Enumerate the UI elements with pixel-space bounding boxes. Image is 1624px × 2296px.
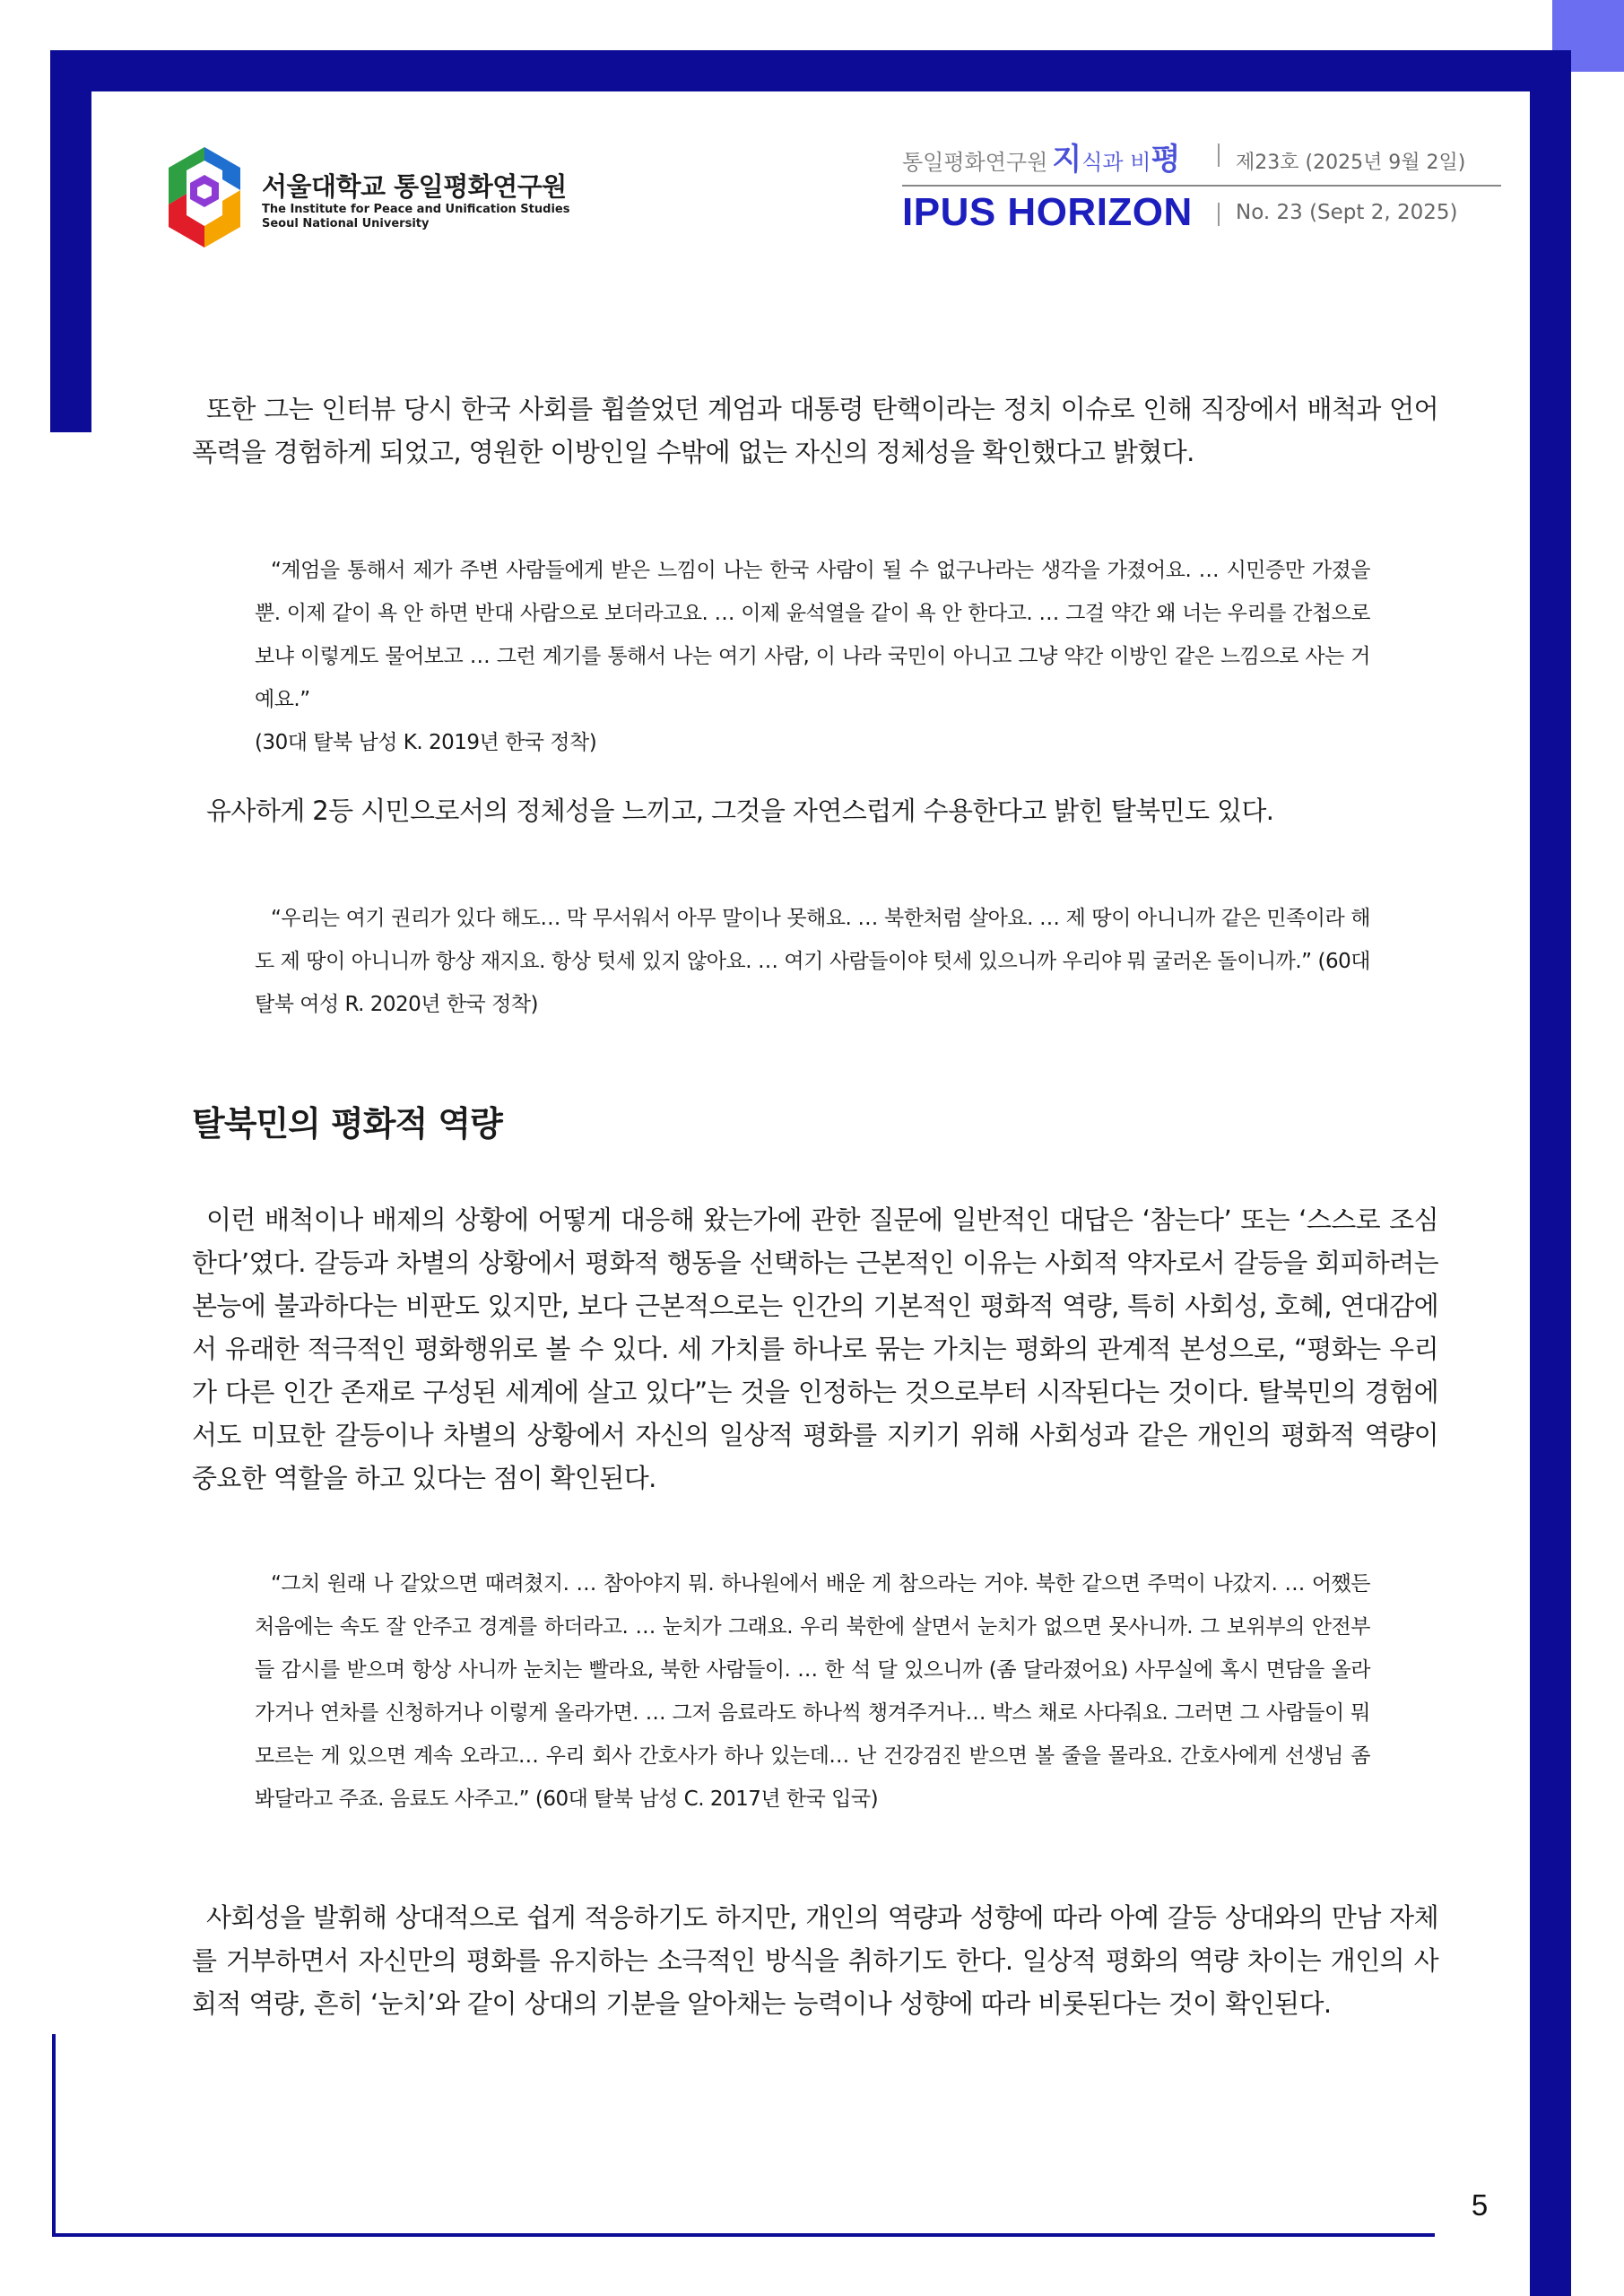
- logo-name-english: The Institute for Peace and Unification Studies: [262, 203, 570, 216]
- masthead-separator: [1218, 144, 1220, 167]
- footer-bottom-rule: [52, 2233, 1435, 2237]
- masthead-rule: [902, 185, 1501, 187]
- frame-right-bar: [1530, 50, 1571, 2296]
- body-paragraph: 이런 배척이나 배제의 상황에 어떻게 대응해 왔는가에 관한 질문에 일반적인 대답은 ‘참는다’ 또는 ‘스스로 조심한다’였다. 갈등과 차별의 상황에서 평화적 행동을 선택하는 근본적인 이유는 사회적 약자로서 갈등을 회피하려는 본능에 불과하다는 비판도 있지만, 보다 근본적으로는 인간의 기본적인 평화적 역량, 특히 사회성, 호혜, 연대감에서 유래한 적극적인 평화행위로 볼 수 있다. 세 가치를 하나로 묶는 가치는 평화의 관계적 본성으로, “평화는 우리가 다른 인간 존재로 구성된 세계에 살고 있다”는 것을 인정하는 것으로부터 시작된다는 것이다. 탈북민의 경험에서도 미묘한 갈등이나 차별의 상황에서 자신의 일상적 평화를 지키기 위해 사회성과 같은 개인의 평화적 역량이 중요한 역할을 하고 있다는 점이 확인된다.: [192, 1205, 1438, 1493]
- ipus-logo-mark-icon: [158, 144, 251, 251]
- masthead-separator: [1218, 203, 1220, 226]
- frame-left-bar: [50, 50, 91, 432]
- series-name: [902, 135, 1180, 178]
- series-pyeong: 평: [1151, 142, 1181, 178]
- series-ji: 지: [1052, 142, 1082, 178]
- quote-text: “계엄을 통해서 제가 주변 사람들에게 받은 느낌이 나는 한국 사람이 될 수 없구나라는 생각을 가졌어요. … 시민증만 가졌을 뿐. 이제 같이 욕 안 하면 반대 사람으로 보더라고요. … 이제 윤석열을 같이 욕 안 한다고. … 그걸 약간 왜 너는 우리를 간첩으로 보냐 이렇게도 물어보고 … 그런 계기를 통해서 나는 여기 사람, 이 나라 국민이 아니고 그냥 약간 이방인 같은 느낌으로 사는 거예요.”: [255, 559, 1370, 711]
- interview-quote: [255, 1562, 1370, 1821]
- body-paragraph: 사회성을 발휘해 상대적으로 쉽게 적응하기도 하지만, 개인의 역량과 성향에 따라 아예 갈등 상대와의 만남 자체를 거부하면서 자신만의 평화를 유지하는 소극적인 방식을 취하기도 한다. 일상적 평화의 역량 차이는 개인의 사회적 역량, 흔히 ‘눈치’와 같이 상대의 기분을 알아채는 능력이나 성향에 따라 비롯된다는 것이 확인된다.: [192, 1902, 1438, 2019]
- institute-logo: [158, 144, 570, 251]
- logo-university-name: Seoul National University: [262, 217, 430, 230]
- interview-quote: [255, 549, 1370, 764]
- series-prefix: 통일평화연구원: [902, 150, 1048, 175]
- logo-name-korean: 서울대학교 통일평화연구원: [262, 171, 567, 202]
- section-heading: 탈북민의 평화적 역량: [192, 1104, 502, 1144]
- masthead: [902, 131, 1503, 239]
- page-number: 5: [1471, 2188, 1489, 2222]
- series-sik: 식과 비: [1081, 150, 1151, 175]
- interview-quote: [255, 897, 1370, 1026]
- quote-text: “그치 원래 나 같았으면 때려쳤지. … 참아야지 뭐. 하나원에서 배운 게 참으라는 거야. 북한 같으면 주먹이 나갔지. … 어쨌든 처음에는 속도 잘 안주고 경계를 하더라고. … 눈치가 그래요. 우리 북한에 살면서 눈치가 없으면 못사니까. 그 보위부의 안전부들 감시를 받으며 항상 사니까 눈치는 빨라요, 북한 사람들이. … 한 석 달 있으니까 (좀 달라졌어요) 사무실에 혹시 면담을 올라가거나 연차를 신청하거나 이렇게 올라가면. … 그저 음료라도 하나씩 챙겨주거나… 박스 채로 사다줘요. 그러면 그 사람들이 뭐 모르는 게 있으면 계속 오라고… 우리 회사 간호사가 하나 있는데… 난 건강검진 받으면 볼 줄을 몰라요. 간호사에게 선생님 좀 봐달라고 주죠. 음료도 사주고.” (60대 탈북 남성 C. 2017년 한국 입국): [255, 1572, 1370, 1811]
- frame-top-bar: [50, 50, 1571, 91]
- quote-source: (30대 탈북 남성 K. 2019년 한국 정착): [255, 731, 597, 754]
- body-paragraph: 유사하게 2등 시민으로서의 정체성을 느끼고, 그것을 자연스럽게 수용한다고 밝힌 탈북민도 있다.: [206, 796, 1274, 826]
- newsletter-title: IPUS HORIZON: [902, 190, 1193, 234]
- footer-left-rule: [52, 2034, 56, 2237]
- body-paragraph: 또한 그는 인터뷰 당시 한국 사회를 휩쓸었던 계엄과 대통령 탄핵이라는 정치 이슈로 인해 직장에서 배척과 언어폭력을 경험하게 되었고, 영원한 이방인일 수밖에 없는 자신의 정체성을 확인했다고 밝혔다.: [192, 394, 1438, 467]
- issue-number-korean: 제23호 (2025년 9월 2일): [1236, 152, 1466, 174]
- quote-text: “우리는 여기 권리가 있다 해도… 막 무서워서 아무 말이나 못해요. … 북한처럼 살아요. … 제 땅이 아니니까 같은 민족이라 해도 제 땅이 아니니까 항상 재지요. 항상 텃세 있지 않아요. … 여기 사람들이야 텃세 있으니까 우리야 뭐 굴러온 돌이니까.” (60대 탈북 여성 R. 2020년 한국 정착): [255, 907, 1370, 1016]
- issue-number-english: No. 23 (Sept 2, 2025): [1236, 201, 1458, 224]
